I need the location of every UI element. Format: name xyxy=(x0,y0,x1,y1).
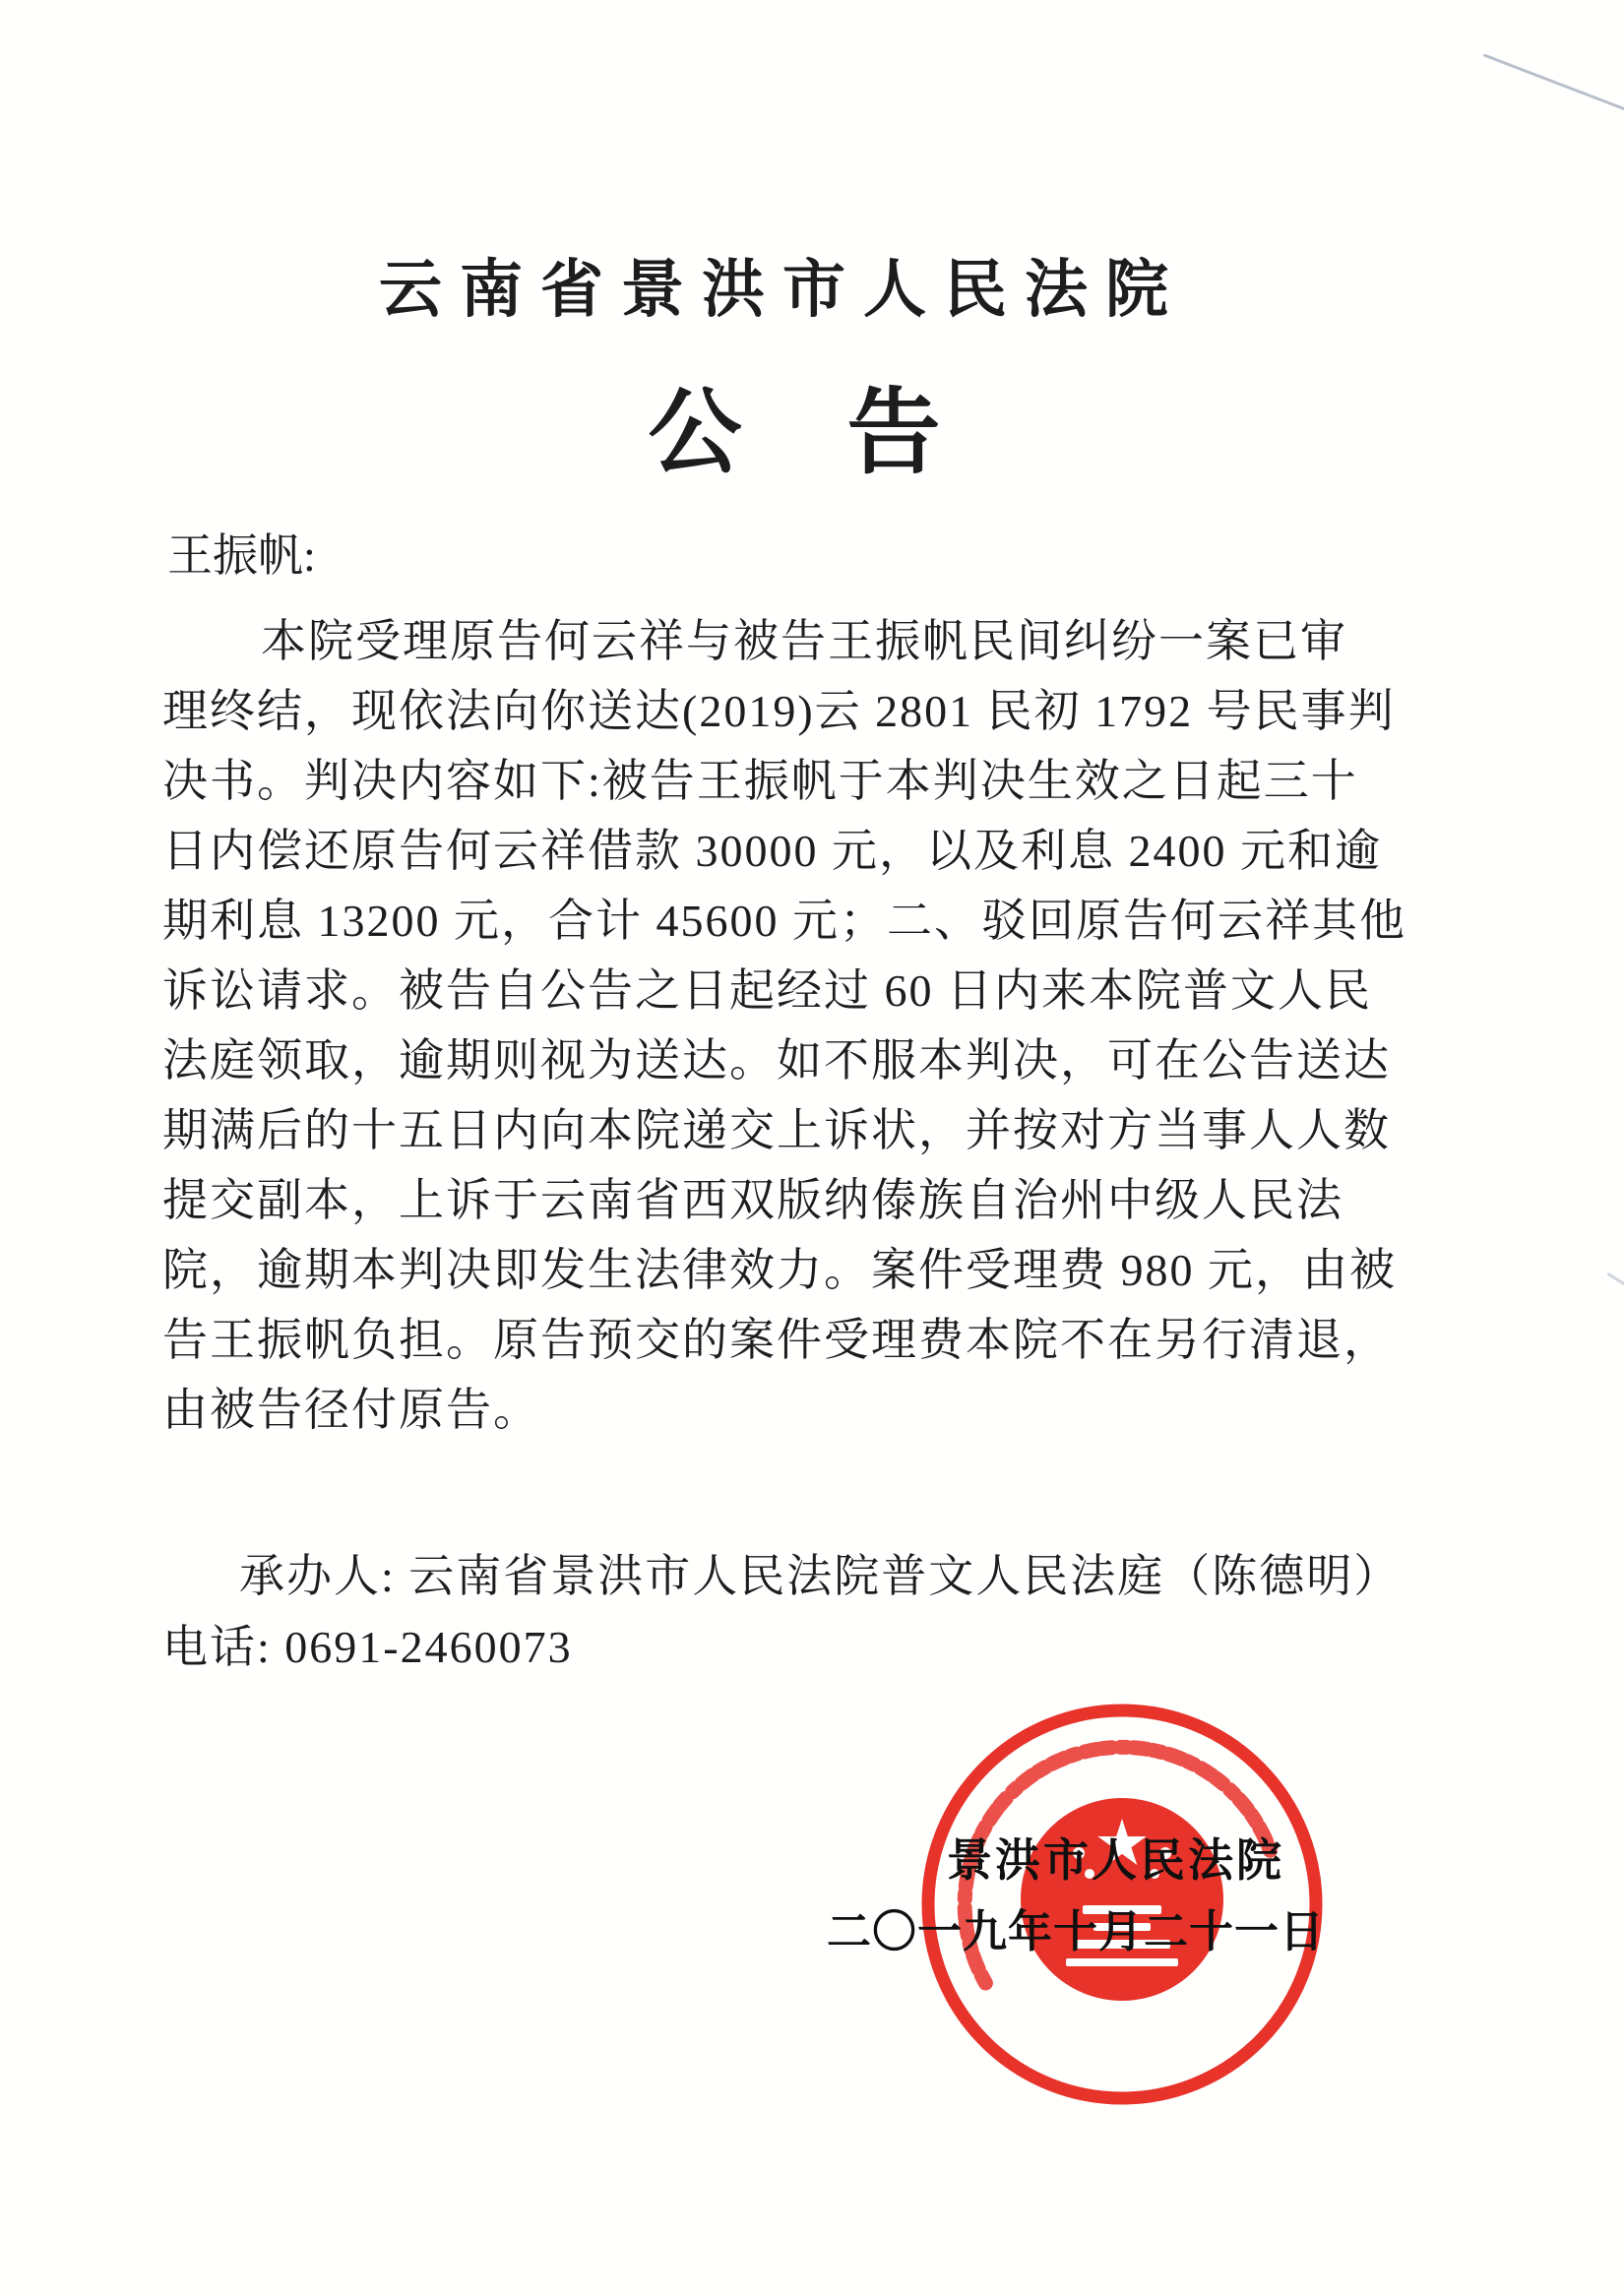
body-line: 提交副本，上诉于云南省西双版纳傣族自治州中级人民法 xyxy=(162,1175,1343,1225)
notice-title: 公 告 xyxy=(648,381,947,485)
body-line: 期满后的十五日内向本院递交上诉状，并按对方当事人人数 xyxy=(162,1105,1391,1155)
contact-block xyxy=(162,1541,1401,1683)
body-line: 本院受理原告何云祥与被告王振帆民间纠纷一案已审 xyxy=(261,616,1347,666)
scan-artifact-dash xyxy=(1607,1272,1624,1285)
body-line: 由被告径付原告。 xyxy=(162,1385,540,1435)
body-line: 期利息 13200 元，合计 45600 元；二、驳回原告何云祥其他 xyxy=(162,896,1406,946)
scan-artifact-line xyxy=(1483,53,1624,110)
body-line: 决书。判决内容如下:被告王振帆于本判决生效之日起三十 xyxy=(162,756,1358,806)
recipient-line: 王振帆: xyxy=(167,530,316,581)
announcement-body xyxy=(162,606,1486,1445)
seal-court-name: 景洪市人民法院 xyxy=(947,1835,1284,1886)
phone-line: 电话: 0691-2460073 xyxy=(162,1622,573,1672)
body-line: 理终结，现依法向你送达(2019)云 2801 民初 1792 号民事判 xyxy=(162,686,1396,736)
body-line: 诉讼请求。被告自公告之日起经过 60 日内来本院普文人民 xyxy=(162,965,1372,1016)
court-title: 云南省景洪市人民法院 xyxy=(379,255,1186,325)
body-line: 日内偿还原告何云祥借款 30000 元，以及利息 2400 元和逾 xyxy=(162,826,1382,876)
body-line: 法庭领取，逾期则视为送达。如不服本判决，可在公告送达 xyxy=(162,1035,1391,1086)
case-handler-line: 承办人: 云南省景洪市人民法院普文人民法庭（陈德明） xyxy=(239,1551,1402,1601)
seal-date: 二〇一九年十月二十一日 xyxy=(827,1907,1326,1956)
body-line: 告王振帆负担。原告预交的案件受理费本院不在另行清退， xyxy=(162,1315,1391,1365)
body-line: 院，逾期本判决即发生法律效力。案件受理费 980 元，由被 xyxy=(162,1245,1397,1295)
